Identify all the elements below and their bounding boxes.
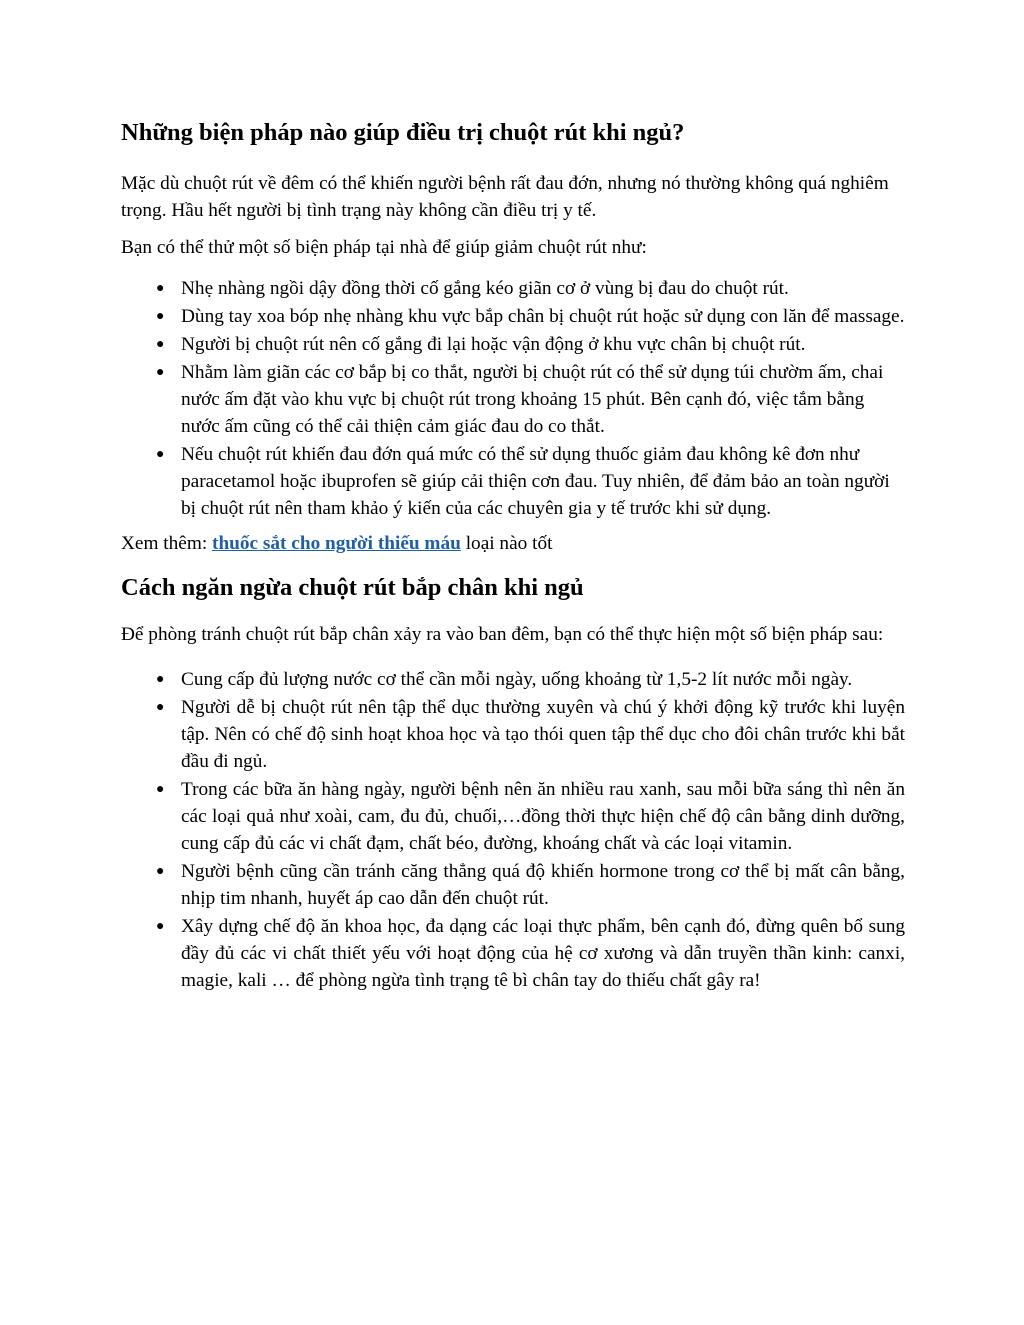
see-also-link[interactable]: thuốc sắt cho người thiếu máu	[212, 533, 461, 554]
list-item-text: Người dễ bị chuột rút nên tập thể dục thường xuyên và chú ý khởi động kỹ trước khi luyện tập. Nên có chế độ sinh hoạt khoa học và tạo thói quen tập thể dục cho đôi chân trước khi bắt đầu đi ngủ.	[181, 697, 905, 772]
see-also-line	[121, 530, 905, 557]
bullet-icon: ●	[156, 700, 165, 715]
list-item	[121, 359, 905, 440]
list-item	[121, 913, 905, 994]
section1-paragraph-2: Bạn có thể thử một số biện pháp tại nhà để giúp giảm chuột rút như:	[121, 237, 647, 258]
list-item	[121, 275, 905, 302]
section2-paragraph-1: Để phòng tránh chuột rút bắp chân xảy ra vào ban đêm, bạn có thể thực hiện một số biện pháp sau:	[121, 624, 884, 645]
prevention-list	[121, 666, 905, 994]
list-item-text: Dùng tay xoa bóp nhẹ nhàng khu vực bắp chân bị chuột rút hoặc sử dụng con lăn để massage.	[181, 306, 905, 327]
list-item	[121, 666, 905, 693]
bullet-icon: ●	[156, 919, 165, 934]
list-item-text: Nhằm làm giãn các cơ bắp bị co thắt, người bị chuột rút có thể sử dụng túi chườm ấm, chai nước ấm đặt vào khu vực bị chuột rút trong khoảng 15 phút. Bên cạnh đó, việc tắm bằng nước ấm cũng có thể cải thiện cảm giác đau do co thắt.	[181, 362, 884, 437]
document-page	[121, 118, 905, 1010]
bullet-icon: ●	[156, 365, 165, 380]
list-item-text: Nhẹ nhàng ngồi dậy đồng thời cố gắng kéo giãn cơ ở vùng bị đau do chuột rút.	[181, 278, 789, 299]
see-also-suffix: loại nào tốt	[460, 533, 553, 554]
section2-heading: Cách ngăn ngừa chuột rút bắp chân khi ngủ	[121, 574, 584, 601]
list-item	[121, 331, 905, 358]
section1-heading: Những biện pháp nào giúp điều trị chuột rút khi ngủ?	[121, 119, 685, 146]
list-item	[121, 441, 905, 522]
bullet-icon: ●	[156, 672, 165, 687]
list-item-text: Nếu chuột rút khiến đau đớn quá mức có thể sử dụng thuốc giảm đau không kê đơn như paracetamol hoặc ibuprofen sẽ giúp cải thiện cơn đau. Tuy nhiên, để đảm bảo an toàn người bị chuột rút nên tham khảo ý kiến của các chuyên gia y tế trước khi sử dụng.	[181, 444, 890, 519]
list-item-text: Người bệnh cũng cần tránh căng thẳng quá độ khiến hormone trong cơ thể bị mất cân bằng, nhịp tim nhanh, huyết áp cao dẫn đến chuột rút.	[181, 861, 905, 909]
remedies-list	[121, 275, 905, 522]
bullet-icon: ●	[156, 447, 165, 462]
list-item-text: Trong các bữa ăn hàng ngày, người bệnh nên ăn nhiều rau xanh, sau mỗi bữa sáng thì nên ăn các loại quả như xoài, cam, đu đủ, chuối,…đồng thời thực hiện chế độ cân bằng dinh dưỡng, cung cấp đủ các vi chất đạm, chất béo, đường, khoáng chất và các loại vitamin.	[181, 779, 905, 854]
list-item-text: Người bị chuột rút nên cố gắng đi lại hoặc vận động ở khu vực chân bị chuột rút.	[181, 334, 806, 355]
bullet-icon: ●	[156, 281, 165, 296]
list-item	[121, 776, 905, 857]
section1-paragraph-1: Mặc dù chuột rút về đêm có thể khiến người bệnh rất đau đớn, nhưng nó thường không quá nghiêm trọng. Hầu hết người bị tình trạng này không cần điều trị y tế.	[121, 173, 889, 221]
bullet-icon: ●	[156, 337, 165, 352]
bullet-icon: ●	[156, 864, 165, 879]
see-also-prefix: Xem thêm:	[121, 533, 213, 554]
list-item-text: Cung cấp đủ lượng nước cơ thể cần mỗi ngày, uống khoảng từ 1,5-2 lít nước mỗi ngày.	[181, 669, 853, 690]
list-item	[121, 303, 905, 330]
bullet-icon: ●	[156, 782, 165, 797]
list-item-text: Xây dựng chế độ ăn khoa học, đa dạng các loại thực phẩm, bên cạnh đó, đừng quên bổ sung đầy đủ các vi chất thiết yếu với hoạt động của hệ cơ xương và dẫn truyền thần kinh: canxi, magie, kali … để phòng ngừa tình trạng tê bì chân tay do thiếu chất gây ra!	[181, 916, 905, 991]
list-item	[121, 858, 905, 912]
list-item	[121, 694, 905, 775]
bullet-icon: ●	[156, 309, 165, 324]
